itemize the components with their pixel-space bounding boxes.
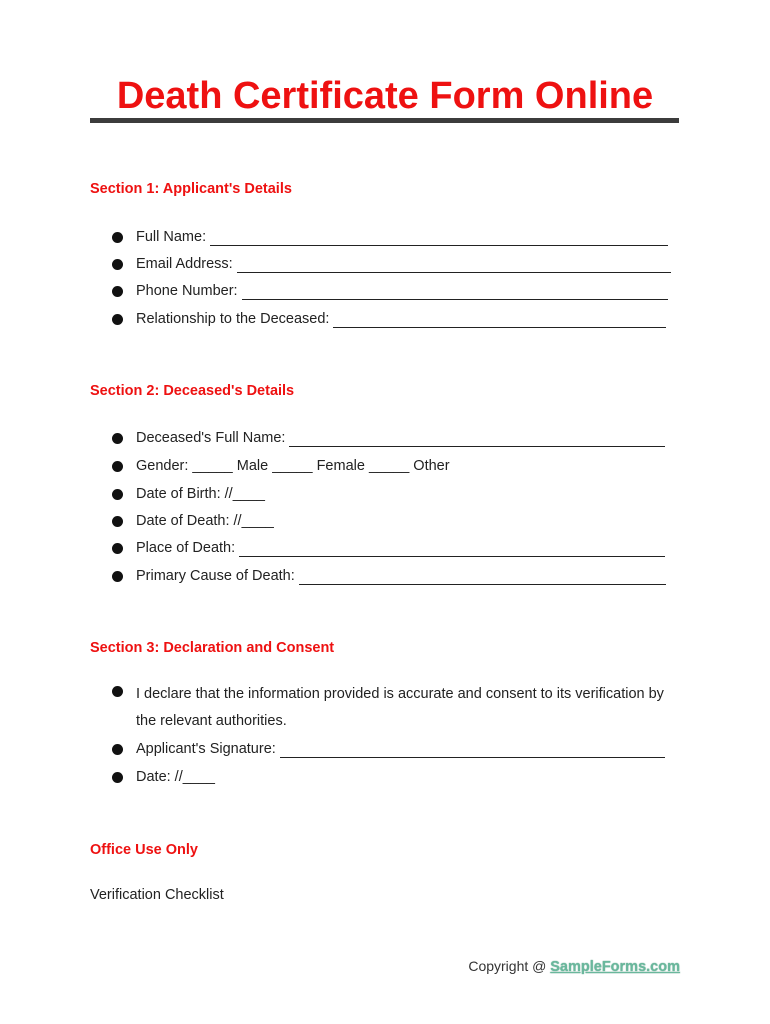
- email-field[interactable]: [112, 255, 680, 273]
- email-label: Email Address:: [136, 256, 233, 272]
- footer: [468, 958, 680, 975]
- bullet-icon: [112, 686, 123, 697]
- email-line[interactable]: [237, 258, 671, 273]
- bullet-icon: [112, 571, 123, 582]
- declaration-date-label: Date: //____: [136, 769, 215, 785]
- date-of-death-label: Date of Death: //____: [136, 513, 274, 529]
- deceased-name-line[interactable]: [289, 432, 665, 447]
- phone-label: Phone Number:: [136, 283, 238, 299]
- bullet-icon: [112, 314, 123, 325]
- date-of-birth-label: Date of Birth: //____: [136, 486, 265, 502]
- full-name-line[interactable]: [210, 231, 668, 246]
- phone-field[interactable]: [112, 282, 680, 300]
- copyright-text: Copyright @: [468, 958, 547, 974]
- signature-line[interactable]: [280, 743, 665, 758]
- bullet-icon: [112, 744, 123, 755]
- brand-link[interactable]: SampleForms.com: [550, 959, 680, 975]
- bullet-icon: [112, 286, 123, 297]
- full-name-field[interactable]: [112, 228, 680, 246]
- signature-label: Applicant's Signature:: [136, 741, 276, 757]
- verification-checklist-label: Verification Checklist: [90, 887, 224, 903]
- declaration-item[interactable]: [112, 681, 682, 735]
- declaration-date-field[interactable]: [112, 768, 680, 786]
- place-of-death-field[interactable]: [112, 539, 680, 557]
- declaration-text: I declare that the information provided is accurate and consent to its verification by the relevant authorities.: [136, 686, 664, 729]
- relationship-label: Relationship to the Deceased:: [136, 311, 330, 327]
- bullet-icon: [112, 489, 123, 500]
- date-of-birth-field[interactable]: [112, 485, 680, 503]
- cause-of-death-line[interactable]: [299, 570, 666, 585]
- bullet-icon: [112, 259, 123, 270]
- bullet-icon: [112, 433, 123, 444]
- section-2-heading: Section 2: Deceased's Details: [90, 383, 295, 399]
- bullet-icon: [112, 516, 123, 527]
- gender-label: Gender: _____ Male _____ Female _____ Other: [136, 458, 450, 474]
- bullet-icon: [112, 543, 123, 554]
- phone-line[interactable]: [242, 285, 668, 300]
- deceased-name-field[interactable]: [112, 429, 680, 447]
- relationship-field[interactable]: [112, 310, 680, 328]
- gender-field[interactable]: [112, 457, 680, 475]
- bullet-icon: [112, 232, 123, 243]
- deceased-name-label: Deceased's Full Name:: [136, 430, 286, 446]
- bullet-icon: [112, 461, 123, 472]
- signature-field[interactable]: [112, 740, 680, 758]
- page-title: Death Certificate Form Online: [116, 75, 654, 117]
- place-of-death-label: Place of Death:: [136, 540, 236, 556]
- place-of-death-line[interactable]: [239, 542, 665, 557]
- cause-of-death-field[interactable]: [112, 567, 680, 585]
- cause-of-death-label: Primary Cause of Death:: [136, 568, 295, 584]
- section-1-heading: Section 1: Applicant's Details: [90, 181, 292, 197]
- office-use-heading: Office Use Only: [90, 842, 198, 858]
- section-3-heading: Section 3: Declaration and Consent: [90, 640, 335, 656]
- bullet-icon: [112, 772, 123, 783]
- title-divider: [90, 118, 679, 123]
- relationship-line[interactable]: [333, 313, 666, 328]
- full-name-label: Full Name:: [136, 229, 207, 245]
- date-of-death-field[interactable]: [112, 512, 680, 530]
